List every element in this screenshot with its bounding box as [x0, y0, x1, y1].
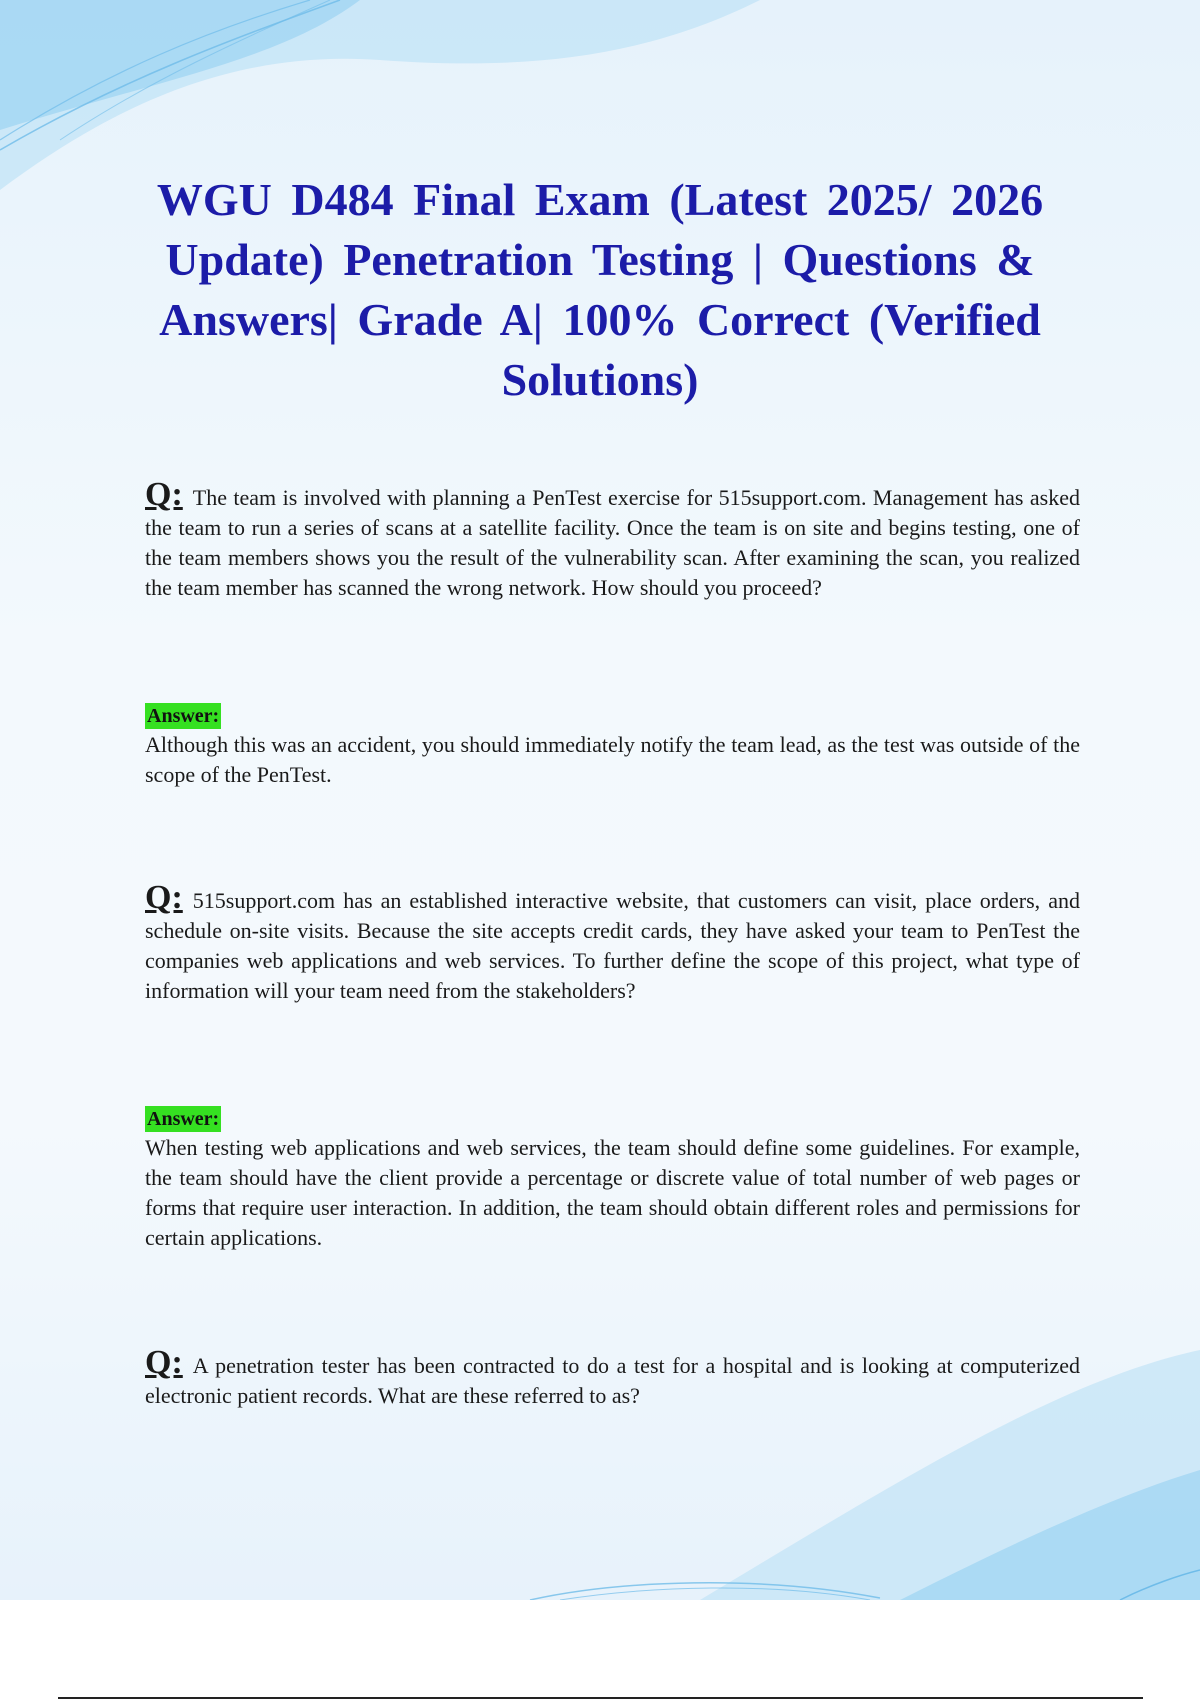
answer-text: When testing web applications and web services, the team should define some guidelines. For example, the team should have the client provide a percentage or discrete value of total number of web pages or forms that require user interaction. In addition, the team should obtain different roles and permissions for certain applications. [145, 1135, 1080, 1250]
question-label: Q: [145, 1344, 183, 1381]
question-label: Q: [145, 476, 183, 513]
answer-label: Answer: [147, 1108, 220, 1130]
question-block-2 [145, 879, 1080, 1006]
answer-text: Although this was an accident, you should immediately notify the team lead, as the test was outside of the scope of the PenTest. [145, 732, 1080, 787]
question-text: 515support.com has an established interactive website, that customers can visit, place orders, and schedule on-site visits. Because the site accepts credit cards, they have asked your team to PenTest the companies web applications and web services. To further define the scope of this project, what type of information will your team need from the stakeholders? [145, 888, 1080, 1003]
answer-block-2 [145, 1103, 1080, 1253]
question-text: A penetration tester has been contracted to do a test for a hospital and is looking at computerized electronic patient records. What are these referred to as? [145, 1353, 1080, 1408]
question-block-3 [145, 1344, 1080, 1411]
question-label: Q: [145, 879, 183, 916]
document-title: WGU D484 Final Exam (Latest 2025/ 2026 Update) Penetration Testing | Questions & Answers| Grade A| 100% Correct (Verified Solutions) [156, 174, 1044, 405]
question-block-1 [145, 476, 1080, 603]
answer-label: Answer: [147, 705, 220, 727]
question-text: The team is involved with planning a PenTest exercise for 515support.com. Management has asked the team to run a series of scans at a satellite facility. Once the team is on site and begins testing, one of the team members shows you the result of the vulnerability scan. After examining the scan, you realized the team member has scanned the wrong network. How should you proceed? [145, 485, 1080, 600]
answer-block-1 [145, 700, 1080, 790]
footer-rule [58, 1697, 1143, 1699]
